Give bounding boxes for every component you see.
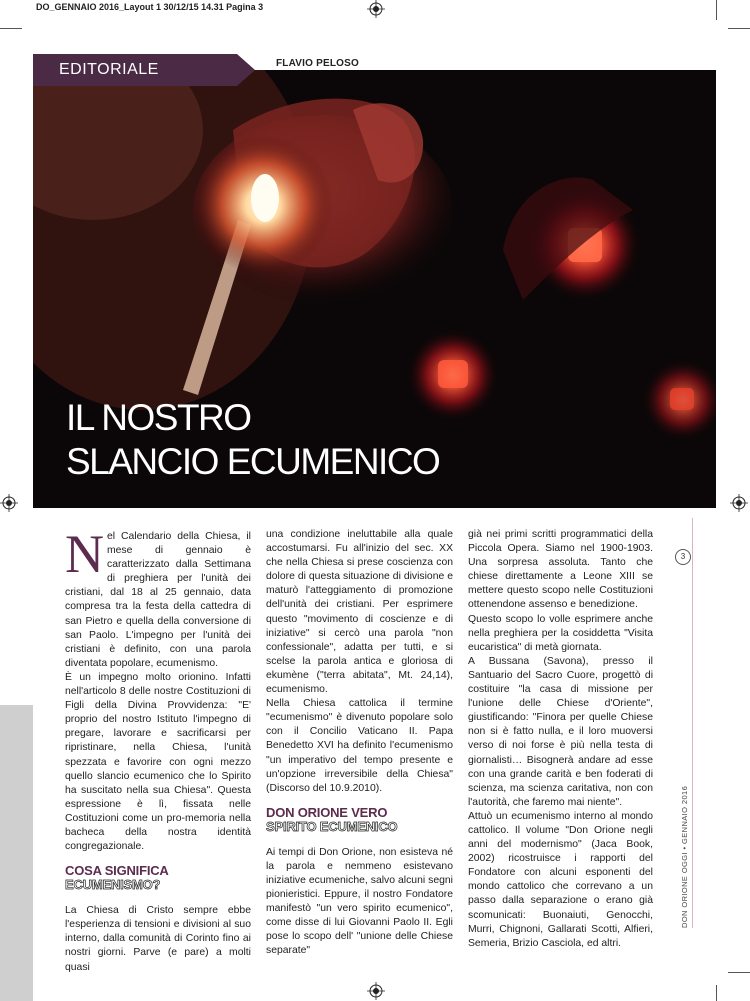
side-caption: DON ORIONE OGGI • GENNAIO 2016 <box>680 785 689 928</box>
registration-mark-bottom-icon <box>367 982 385 1000</box>
page-number: 3 <box>675 549 691 565</box>
article-column-3 <box>468 528 653 951</box>
headline-line-2: SLANCIO ECUMENICO <box>66 441 440 482</box>
paragraph: già nei primi scritti programmatici della Piccola Opera. Siamo nel 1900-1903. Una sorpresa assoluta. Tanto che chiese direttamente a Leone XIII se mettere questo scopo nelle Costituzioni ottenendone assenso e benedizione. <box>468 529 653 611</box>
author-name: FLAVIO PELOSO <box>276 58 359 69</box>
section-label: EDITORIALE <box>59 61 159 78</box>
paragraph: una condizione ineluttabile alla quale accostumarsi. Fu all'inizio del sec. XX che nella Chiesa si prese coscienza con dolore di questa situazione di divisione e maturò l'atteggiamento di promozione dell'unità dei cristiani. Per esprimere questo "movimento di coscienze e di iniziative" si cercò una parola "non confessionale", adatta per tutti, e si scelse la parola antica e gloriosa di ekumène ("terra abitata", Mt. 24,14), ecumenismo. <box>266 529 453 696</box>
article-column-1 <box>65 524 251 975</box>
crop-mark <box>716 985 717 1001</box>
crop-mark <box>0 28 22 29</box>
subheading-cosa-significa: COSA SIGNIFICA ECUMENISMO? <box>65 863 169 893</box>
margin-rule <box>692 518 693 928</box>
paragraph: Questo scopo lo volle esprimere anche nella preghiera per la cosiddetta "Visita eucaristica" di metà giornata. <box>468 613 653 653</box>
paragraph: el Calendario della Chiesa, il mese di gennaio è caratterizzato dalla Settimana di preghiera per l'unità dei cristiani, dal 18 al 25 gennaio, data compresa tra la festa della cattedra di san Pietro e quella della conversione di san Paolo. L'impegno per l'unità dei cristiani è definito, con una parola diventata popolare, ecumenismo. <box>65 531 251 669</box>
crop-mark <box>728 28 750 29</box>
margin-gray-strip <box>0 705 33 1001</box>
headline-line-1: IL NOSTRO <box>66 397 251 438</box>
headline <box>66 396 439 484</box>
crop-mark <box>728 972 750 973</box>
print-slug: DO_GENNAIO 2016_Layout 1 30/12/15 14.31 Pagina 3 <box>36 2 264 12</box>
registration-mark-top-icon <box>367 0 385 18</box>
paragraph: È un impegno molto orionino. Infatti nell'articolo 8 delle nostre Costituzioni di Figli della Divina Provvidenza: "E' proprio del nostro Istituto l'impegno di pregare, lavorare e sacrificarsi per ripristinare, nella Chiesa, l'unità spezzata e favorire con ogni mezzo quello slancio ecumenico che lo Spirito ha suscitato nella sua Chiesa". Questa espressione è lì, fissata nelle Costituzioni come un pro-memoria nella bacheca della nostra identità congregazionale. <box>65 671 251 853</box>
crop-mark <box>716 0 717 20</box>
section-tab <box>33 54 255 86</box>
paragraph: A Bussana (Savona), presso il Santuario del Sacro Cuore, progettò di costituire "la casa di missione per l'unione delle Chiese d'Oriente", giustificando: "Finora per quelle Chiese non si è fatto nulla, e il loro muoversi verso di noi forse è più nella testa di giornalisti… Bisognerà andare ad esse con una grande carità e ben foderati di scienza, ma scienza caritativa, non con l'autorità, che faremo mai niente". <box>468 655 653 808</box>
paragraph: La Chiesa di Cristo sempre ebbe l'esperienza di tensioni e divisioni al suo interno, dalla comunità di Corinto fino ai nostri giorni. Parve (e pare) a molti quasi <box>65 905 251 973</box>
paragraph: Ai tempi di Don Orione, non esisteva né la parola e nemmeno esistevano iniziative ecumeniche, salvo alcuni segni pionieristici. Eppure, il nostro Fondatore manifestò "un vero spirito ecumenico", come disse di lui Giovanni Paolo II. Egli pose lo scopo dell' "unione delle Chiese separate" <box>266 846 453 957</box>
registration-mark-right-icon <box>730 494 748 512</box>
paragraph: Attuò un ecumenismo interno al mondo cattolico. Il volume "Don Orione negli anni del modernismo" (Jaca Book, 2002) ricostruisce i rapporti del Fondatore con alcuni esponenti del mondo cattolico che correvano a un passo dalla separazione o erano già scomunicati: Buonaiuti, Genocchi, Murri, Chignoni, Gallarati Scotti, Alfieri, Semeria, Brizio Casciola, ed altri. <box>468 810 653 949</box>
registration-mark-left-icon <box>0 494 18 512</box>
paragraph: Nella Chiesa cattolica il termine "ecumenismo" è divenuto popolare solo con il Concilio Vaticano II. Papa Benedetto XVI ha definito l'ecumenismo "un imperativo del tempo presente e un'opzione irreversibile della Chiesa" (Discorso del 10.9.2010). <box>266 698 453 794</box>
drop-cap: N <box>65 524 104 584</box>
article-column-2 <box>266 528 453 959</box>
subheading-don-orione: DON ORIONE VERO SPIRITO ECUMENICO <box>266 804 398 834</box>
